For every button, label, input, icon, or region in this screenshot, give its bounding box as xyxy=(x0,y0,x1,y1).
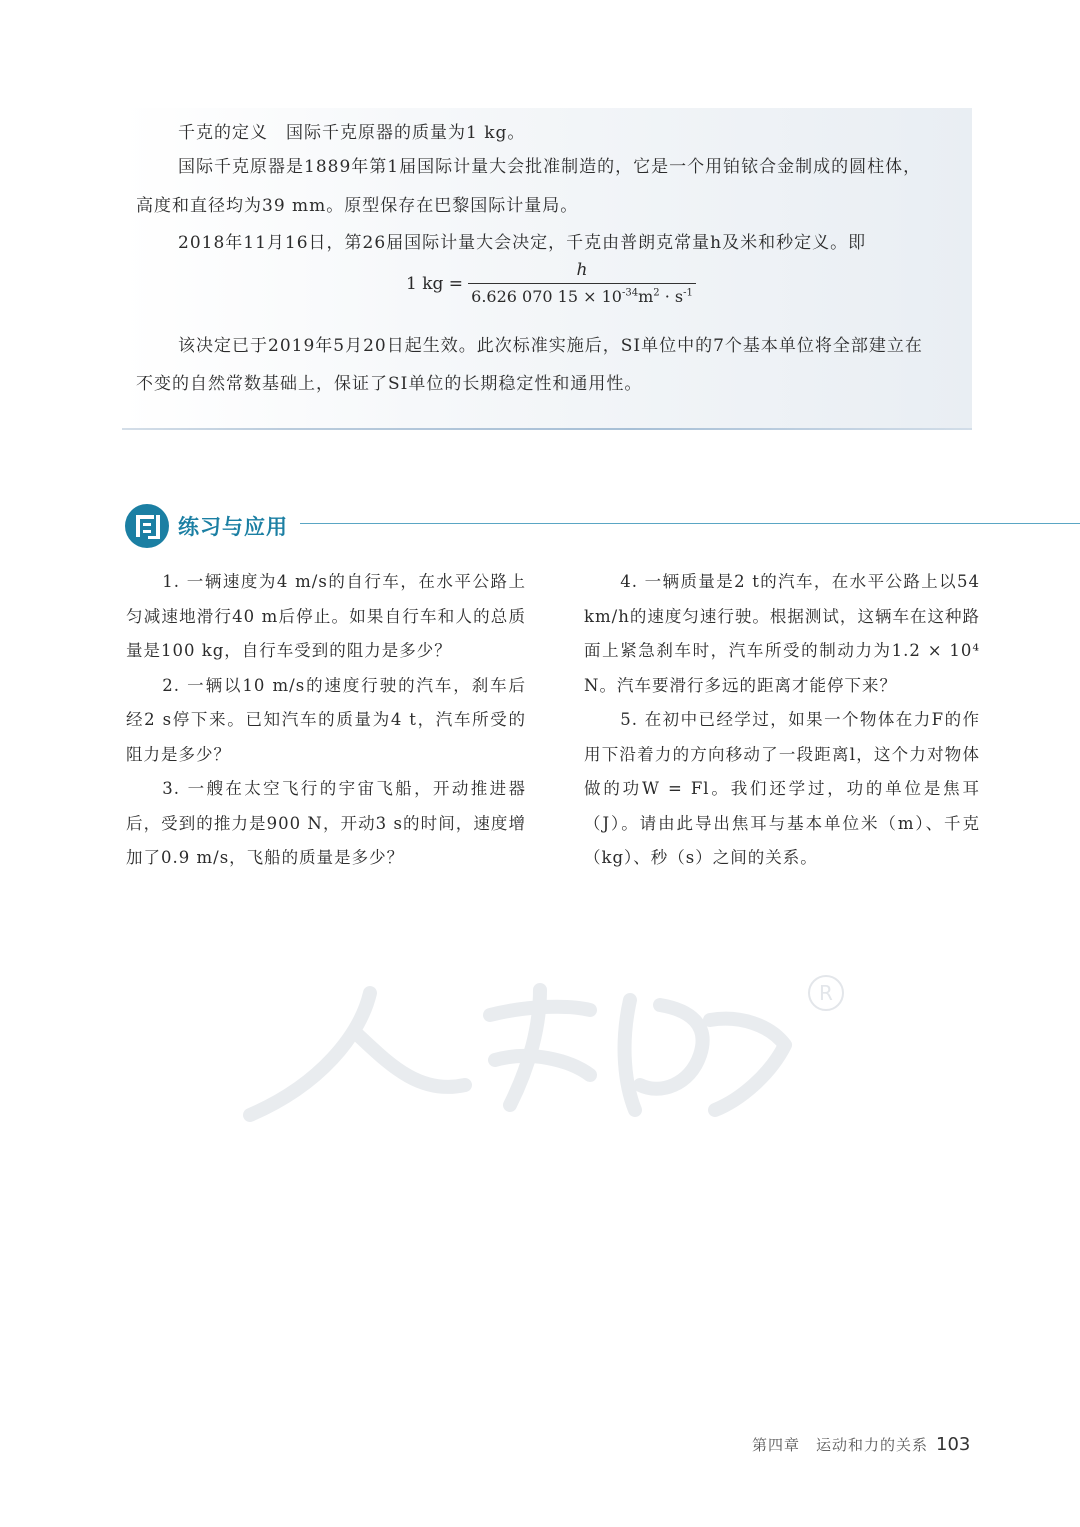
fraction-bar xyxy=(468,283,696,284)
kilogram-formula xyxy=(406,258,706,312)
footer-chapter: 第四章 运动和力的关系 xyxy=(752,1436,929,1454)
den-unit-exp: 2 xyxy=(653,287,660,299)
svg-text:R: R xyxy=(819,981,833,1005)
info-line-6: 不变的自然常数基础上，保证了SI单位的长期稳定性和通用性。 xyxy=(136,374,643,394)
page-number: 103 xyxy=(936,1434,971,1455)
formula-fraction xyxy=(468,258,696,306)
formula-numerator: h xyxy=(576,260,588,280)
question-2: 2. 一辆以10 m/s的速度行驶的汽车，刹车后经2 s停下来。已知汽车的质量为4 t，汽车所受的阻力是多少？ xyxy=(126,675,526,764)
questions-right-column xyxy=(584,565,980,876)
info-line-1-text: 国际千克原器的质量为1 kg。 xyxy=(286,123,526,143)
info-line-1 xyxy=(178,121,525,145)
exercise-section-icon xyxy=(124,503,170,549)
den-sep: · s xyxy=(659,287,684,306)
section-rule xyxy=(300,523,1080,524)
den-unit: m xyxy=(638,287,654,306)
info-line-3: 高度和直径均为39 mm。原型保存在巴黎国际计量局。 xyxy=(136,196,579,216)
den-s-exp: -1 xyxy=(683,287,693,299)
publisher-watermark-logo xyxy=(240,965,860,1125)
question-3: 3. 一艘在太空飞行的宇宙飞船，开动推进器后，受到的推力是900 N，开动3 s的时间，速度增加了0.9 m/s，飞船的质量是多少？ xyxy=(126,779,526,867)
section-title: 练习与应用 xyxy=(178,515,288,539)
question-1: 1. 一辆速度为4 m/s的自行车，在水平公路上匀减速地滑行40 m后停止。如果自行车和人的总质量是100 kg，自行车受到的阻力是多少？ xyxy=(126,572,526,660)
den-exp: -34 xyxy=(621,287,639,299)
info-label: 千克的定义 xyxy=(178,123,268,143)
info-box-bottom-rule xyxy=(122,428,972,430)
question-4: 4. 一辆质量是2 t的汽车，在水平公路上以54 km/h的速度匀速行驶。根据测试，这辆车在这种路面上紧急刹车时，汽车所受的制动力为1.2 × 10⁴ N。汽车要滑行多远的距离才能停下来？ xyxy=(584,572,980,695)
info-line-2: 国际千克原器是1889年第1届国际计量大会批准制造的，它是一个用铂铱合金制成的圆柱体， xyxy=(178,157,922,177)
page-footer xyxy=(752,1434,970,1455)
den-base: 6.626 070 15 × 10 xyxy=(471,287,622,306)
info-line-4: 2018年11月16日，第26届国际计量大会决定，千克由普朗克常量h及米和秒定义。即 xyxy=(178,233,867,253)
formula-lhs: 1 kg = xyxy=(406,274,464,294)
info-line-5: 该决定已于2019年5月20日起生效。此次标准实施后，SI单位中的7个基本单位将全部建立在 xyxy=(178,336,923,356)
questions-left-column xyxy=(126,565,526,876)
question-5: 5. 在初中已经学过，如果一个物体在力F的作用下沿着力的方向移动了一段距离l，这个力对物体做的功W = Fl。我们还学过，功的单位是焦耳（J）。请由此导出焦耳与基本单位米（m）、千克（kg）、秒（s）之间的关系。 xyxy=(584,710,980,867)
formula-denominator xyxy=(468,287,696,306)
